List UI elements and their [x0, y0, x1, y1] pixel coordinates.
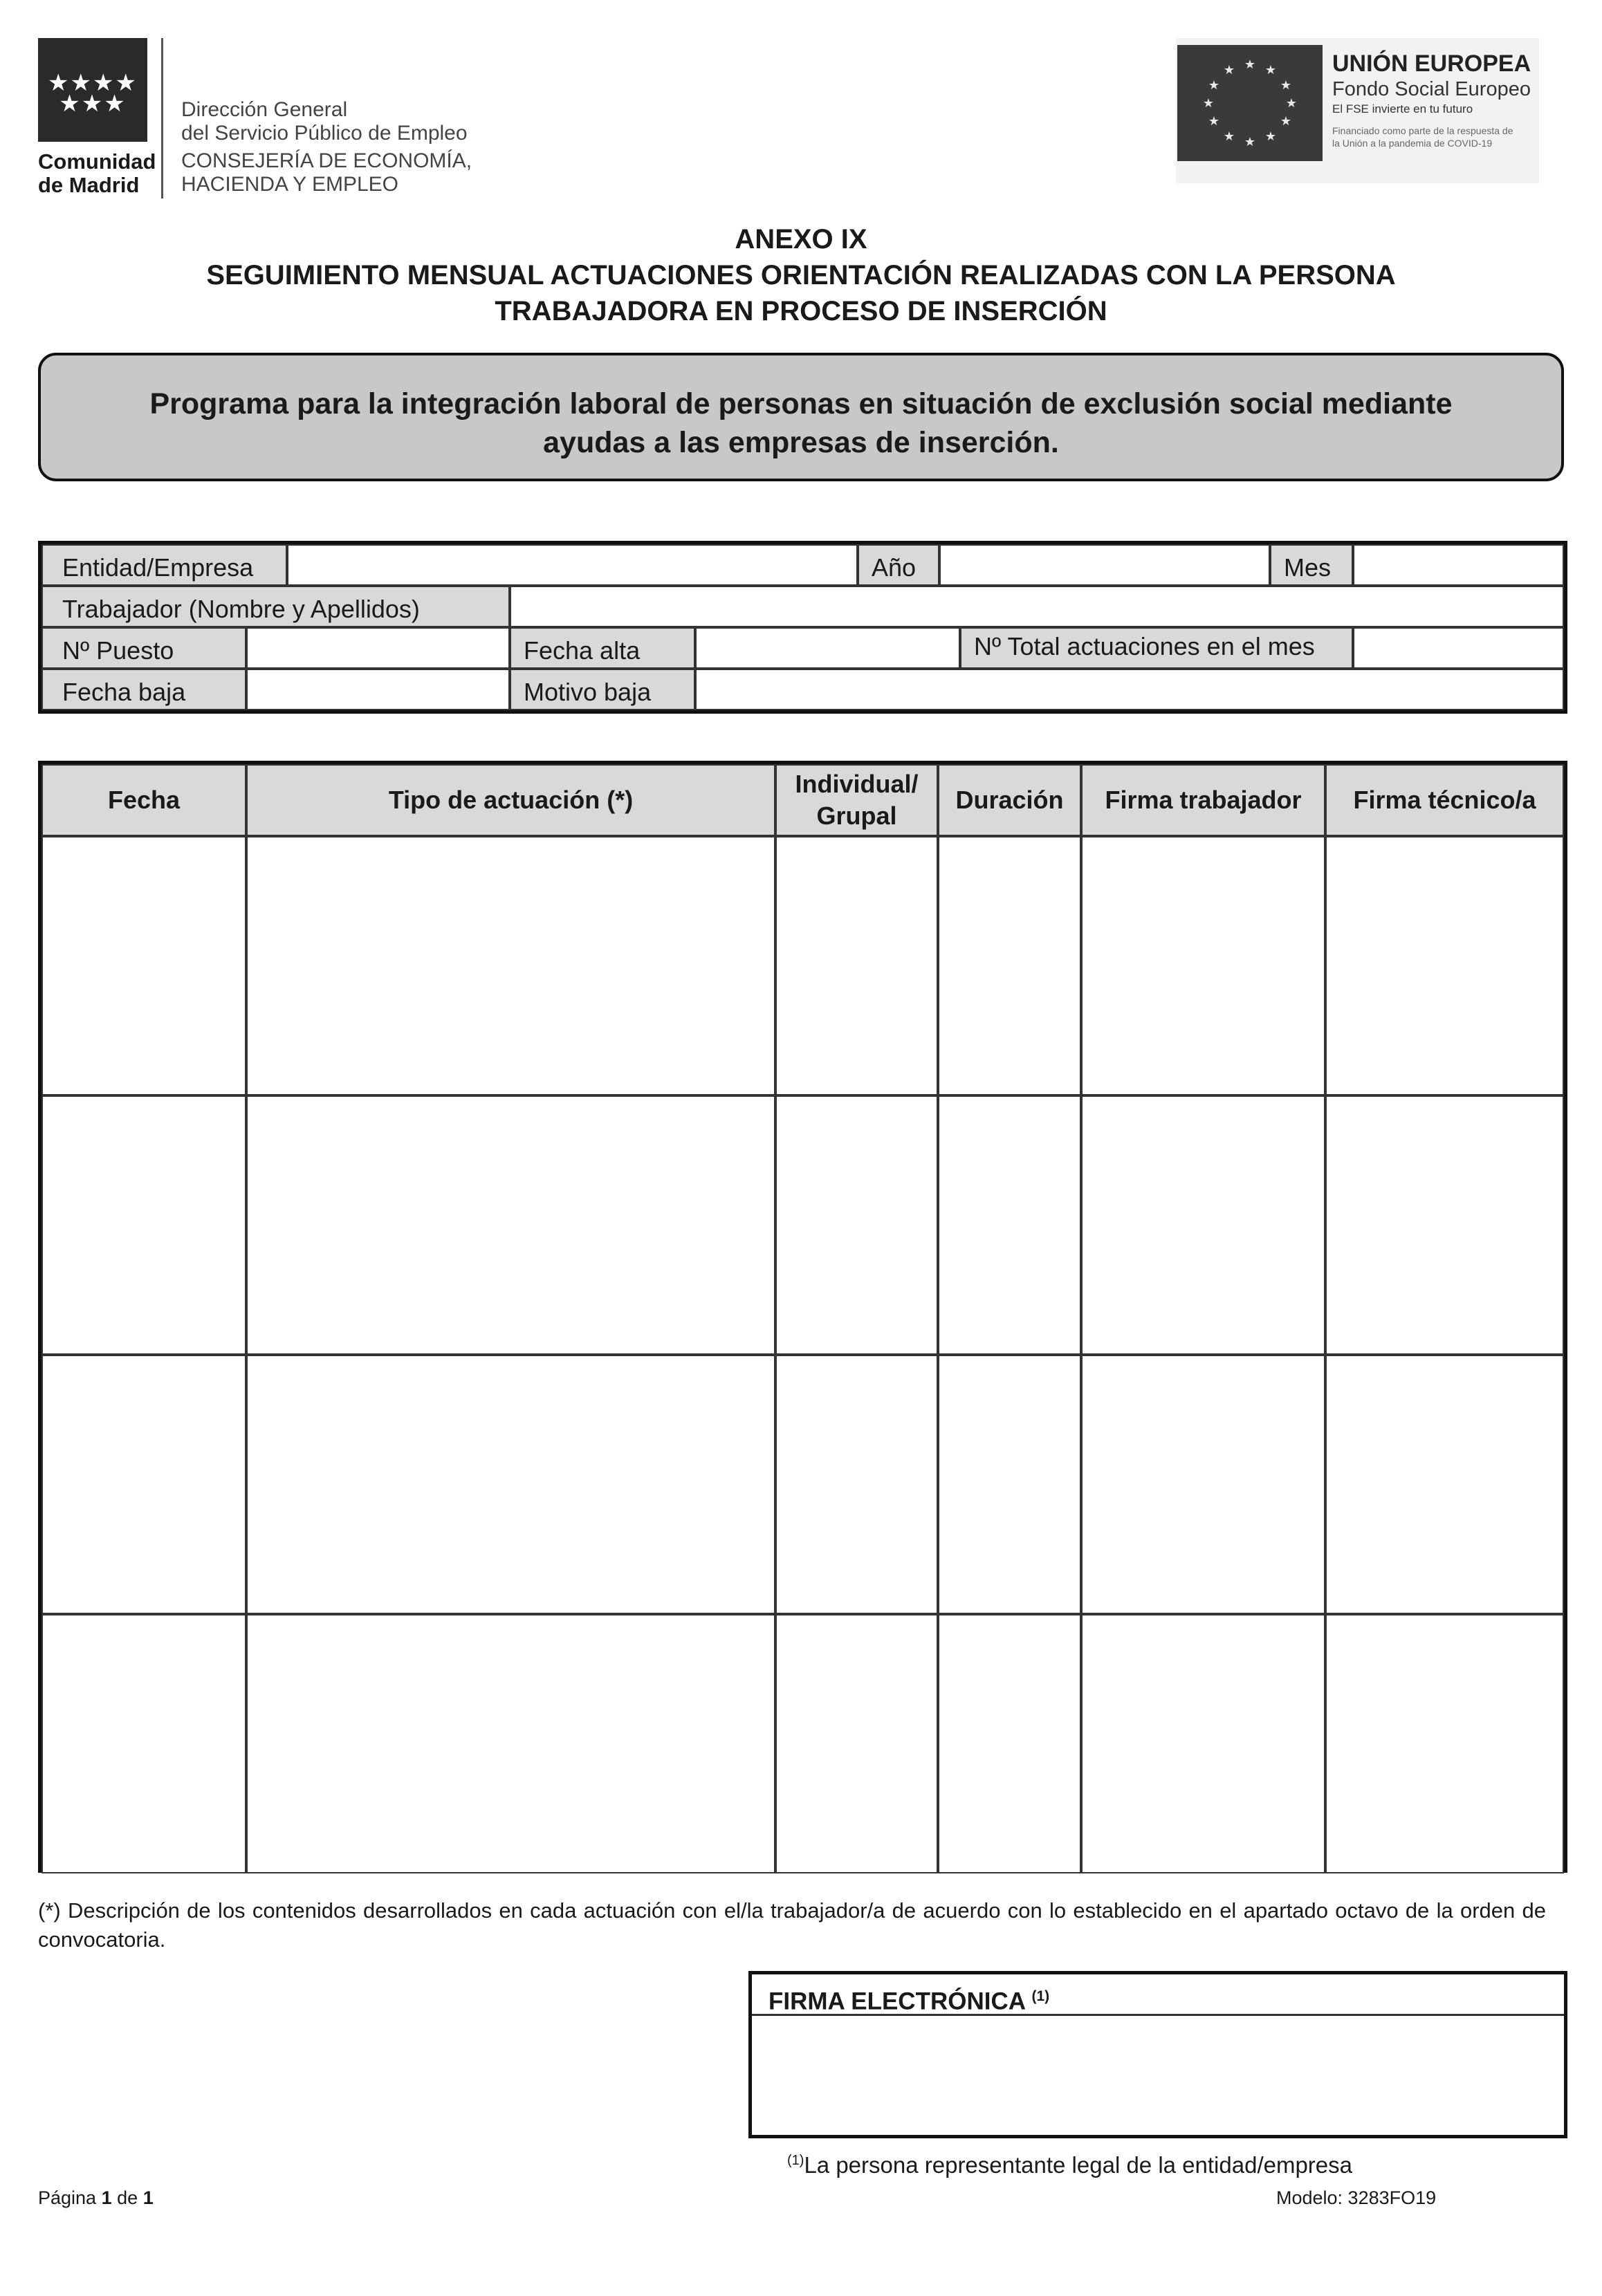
motivo-baja-label: Motivo baja — [510, 669, 695, 710]
title-line3: TRABAJADORA EN PROCESO DE INSERCIÓN — [495, 296, 1107, 326]
comunidad-name-line2: de Madrid — [38, 173, 140, 197]
info-form-table — [38, 541, 1567, 714]
eu-financiado — [1332, 124, 1540, 149]
row-4-firma-trabajador-cell[interactable] — [1081, 1614, 1325, 1873]
comunidad-name-line1: Comunidad — [38, 149, 156, 174]
row-1-fecha-cell[interactable] — [42, 836, 246, 1095]
title-line1: ANEXO IX — [735, 224, 867, 254]
header-fecha: Fecha — [42, 764, 246, 836]
page-total: 1 — [142, 2187, 154, 2208]
program-text — [68, 385, 1534, 462]
program-line2: ayudas a las empresas de inserción. — [543, 426, 1059, 459]
puesto-label: Nº Puesto — [42, 627, 246, 669]
row-3-firma-trabajador-cell[interactable] — [1081, 1355, 1325, 1614]
row-4-fecha-cell[interactable] — [42, 1614, 246, 1873]
row-2-firma-tecnico-cell[interactable] — [1325, 1095, 1564, 1355]
puesto-field[interactable] — [246, 627, 510, 669]
direccion-general — [181, 98, 468, 145]
fecha-baja-field[interactable] — [246, 669, 510, 710]
row-4-firma-tecnico-cell[interactable] — [1325, 1614, 1564, 1873]
header-firma-tecnico: Firma técnico/a — [1325, 764, 1564, 836]
mes-label: Mes — [1270, 544, 1353, 586]
row-2-fecha-cell[interactable] — [42, 1095, 246, 1355]
firma-title-sup: (1) — [1031, 1988, 1050, 2004]
total-actuaciones-label: Nº Total actuaciones en el mes — [960, 627, 1353, 669]
row-2-tipo-actuacion-cell[interactable] — [246, 1095, 775, 1355]
eu-title: UNIÓN EUROPEA — [1332, 50, 1531, 77]
representante-note-text: La persona representante legal de la entidad/empresa — [804, 2152, 1353, 2178]
row-3-duracion-cell[interactable] — [938, 1355, 1081, 1614]
madrid-seven-stars-icon: ★★★★ ★★★ — [48, 69, 138, 118]
modelo-code: Modelo: 3283FO19 — [1276, 2187, 1437, 2208]
row-2-individual-grupal-cell[interactable] — [775, 1095, 938, 1355]
row-1-tipo-actuacion-cell[interactable] — [246, 836, 775, 1095]
document-title — [69, 221, 1533, 329]
firma-electronica-field[interactable] — [752, 2016, 1564, 2135]
trabajador-field[interactable] — [510, 586, 1564, 627]
program-banner — [38, 353, 1564, 481]
consejeria-line2: HACIENDA Y EMPLEO — [181, 173, 399, 196]
row-3-firma-tecnico-cell[interactable] — [1325, 1355, 1564, 1614]
eu-flag-icon: ★ ★ ★ ★ ★ ★ ★ ★ ★ ★ ★ ★ — [1177, 45, 1323, 161]
fecha-alta-label: Fecha alta — [510, 627, 695, 669]
firma-electronica-title: FIRMA ELECTRÓNICA — [768, 1988, 1025, 2015]
anio-label: Año — [858, 544, 939, 586]
eu-financiado-line1: Financiado como parte de la respuesta de — [1332, 125, 1513, 136]
page-number — [38, 2187, 154, 2209]
row-4-tipo-actuacion-cell[interactable] — [246, 1614, 775, 1873]
eu-tagline: El FSE invierte en tu futuro — [1332, 102, 1473, 115]
entidad-label: Entidad/Empresa — [42, 544, 287, 586]
direccion-line2: del Servicio Público de Empleo — [181, 122, 468, 145]
header-individual-grupal — [775, 764, 938, 836]
row-3-fecha-cell[interactable] — [42, 1355, 246, 1614]
row-2-duracion-cell[interactable] — [938, 1095, 1081, 1355]
header-individual-line1: Individual/ — [795, 770, 919, 798]
row-2-firma-trabajador-cell[interactable] — [1081, 1095, 1325, 1355]
row-4-duracion-cell[interactable] — [938, 1614, 1081, 1873]
mes-field[interactable] — [1353, 544, 1564, 586]
row-1-firma-trabajador-cell[interactable] — [1081, 836, 1325, 1095]
direccion-line1: Dirección General — [181, 98, 348, 121]
fecha-baja-label: Fecha baja — [42, 669, 246, 710]
row-4-individual-grupal-cell[interactable] — [775, 1614, 938, 1873]
consejeria — [181, 149, 472, 196]
eu-logo — [1176, 38, 1539, 183]
comunidad-madrid-name — [38, 150, 156, 197]
eu-financiado-line2: la Unión a la pandemia de COVID-19 — [1332, 138, 1493, 149]
header-tipo-actuacion: Tipo de actuación (*) — [246, 764, 775, 836]
firma-electronica-box — [748, 1971, 1567, 2138]
row-1-individual-grupal-cell[interactable] — [775, 836, 938, 1095]
row-3-individual-grupal-cell[interactable] — [775, 1355, 938, 1614]
anio-field[interactable] — [939, 544, 1270, 586]
row-3-tipo-actuacion-cell[interactable] — [246, 1355, 775, 1614]
header-divider — [161, 38, 163, 198]
consejeria-line1: CONSEJERÍA DE ECONOMÍA, — [181, 149, 472, 172]
page-current: 1 — [101, 2187, 112, 2208]
entidad-field[interactable] — [287, 544, 858, 586]
representante-note-sup: (1) — [787, 2153, 804, 2168]
footnote: (*) Descripción de los contenidos desarrollados en cada actuación con el/la trabajador/a de acuerdo con lo establecido en el apartado octavo de la orden de convocatoria. — [38, 1898, 1546, 1952]
eu-subtitle: Fondo Social Europeo — [1332, 78, 1531, 100]
fecha-alta-field[interactable] — [695, 627, 960, 669]
header-firma-trabajador: Firma trabajador — [1081, 764, 1325, 836]
row-1-duracion-cell[interactable] — [938, 836, 1081, 1095]
row-1-firma-tecnico-cell[interactable] — [1325, 836, 1564, 1095]
representante-note — [787, 2147, 1352, 2179]
trabajador-label: Trabajador (Nombre y Apellidos) — [42, 586, 510, 627]
de-label: de — [117, 2187, 138, 2208]
actions-table — [38, 761, 1567, 1873]
total-actuaciones-field[interactable] — [1353, 627, 1564, 669]
program-line1: Programa para la integración laboral de personas en situación de exclusión social mediante — [149, 387, 1453, 420]
pagina-label: Página — [38, 2187, 97, 2208]
header-individual-line2: Grupal — [816, 802, 897, 830]
firma-electronica-header — [752, 1974, 1564, 2016]
motivo-baja-field[interactable] — [695, 669, 1564, 710]
comunidad-madrid-logo — [38, 38, 147, 142]
header-duracion: Duración — [938, 764, 1081, 836]
title-line2: SEGUIMIENTO MENSUAL ACTUACIONES ORIENTACIÓN REALIZADAS CON LA PERSONA — [206, 260, 1396, 290]
